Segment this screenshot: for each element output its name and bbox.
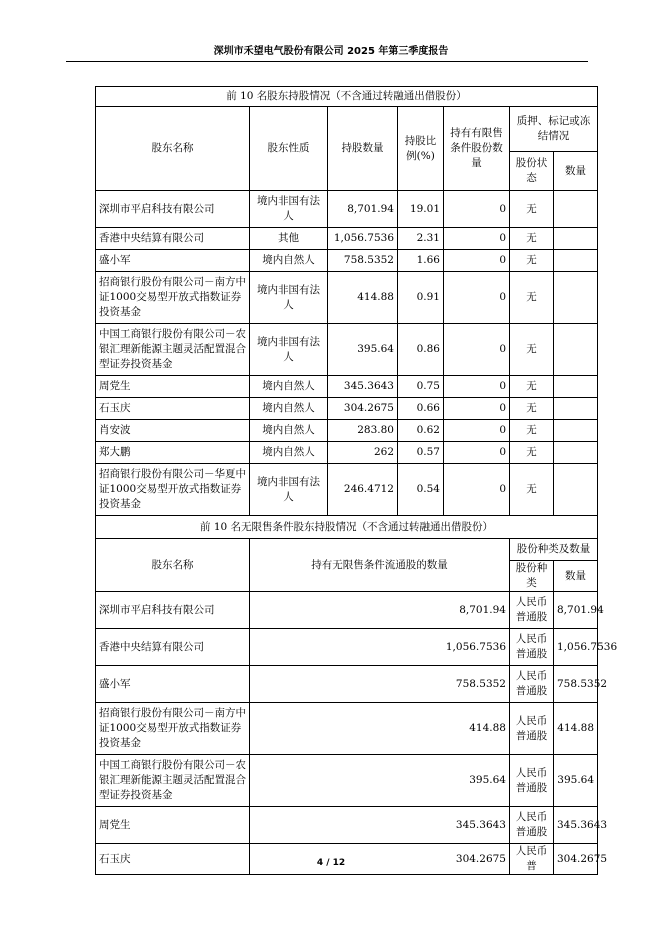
shares-held: 304.2675 (328, 398, 398, 420)
shareholder-name: 中国工商银行股份有限公司－农银汇理新能源主题灵活配置混合型证券投资基金 (96, 324, 250, 376)
share-amount: 345.3643 (554, 807, 598, 844)
shareholder-nature: 境内自然人 (250, 398, 328, 420)
pledge-qty (554, 324, 598, 376)
shareholder-name: 石玉庆 (96, 844, 250, 875)
pledge-status: 无 (510, 442, 554, 464)
table-row (96, 420, 598, 442)
pledge-qty (554, 228, 598, 250)
pledge-status: 无 (510, 464, 554, 516)
pledge-status: 无 (510, 324, 554, 376)
share-type: 人民币普通股 (510, 666, 554, 703)
unrestricted-qty: 758.5352 (250, 666, 510, 703)
shareholder-nature: 境内非国有法人 (250, 464, 328, 516)
col-header-unrestricted-qty: 持有无限售条件流通股的数量 (250, 539, 510, 592)
shareholder-name: 肖安波 (96, 420, 250, 442)
shareholder-name: 周党生 (96, 807, 250, 844)
unrestricted-qty: 395.64 (250, 755, 510, 807)
shareholder-nature: 境内非国有法人 (250, 191, 328, 228)
shares-held: 1,056.7536 (328, 228, 398, 250)
share-type: 人民币普通股 (510, 807, 554, 844)
shares-held: 262 (328, 442, 398, 464)
share-ratio: 0.75 (398, 376, 444, 398)
table-row (96, 755, 598, 807)
shareholder-name: 石玉庆 (96, 398, 250, 420)
shares-held: 345.3643 (328, 376, 398, 398)
restricted-shares: 0 (444, 398, 510, 420)
restricted-shares: 0 (444, 420, 510, 442)
pledge-status: 无 (510, 376, 554, 398)
col-header-amount: 数量 (554, 561, 598, 592)
col-header-pledge-status: 股份状态 (510, 152, 554, 191)
restricted-shares: 0 (444, 324, 510, 376)
share-amount: 8,701.94 (554, 592, 598, 629)
share-type: 人民币普通股 (510, 592, 554, 629)
pledge-qty (554, 442, 598, 464)
pledge-qty (554, 398, 598, 420)
share-type: 人民币普通股 (510, 629, 554, 666)
col-header-share-type-group: 股份种类及数量 (510, 539, 598, 561)
share-type: 人民币普通股 (510, 703, 554, 755)
share-ratio: 19.01 (398, 191, 444, 228)
table-row (96, 272, 598, 324)
shareholder-nature: 境内自然人 (250, 420, 328, 442)
pledge-qty (554, 464, 598, 516)
shareholder-nature: 其他 (250, 228, 328, 250)
col-header-share-type: 股份种类 (510, 561, 554, 592)
unrestricted-qty: 8,701.94 (250, 592, 510, 629)
share-ratio: 1.66 (398, 250, 444, 272)
col-header-name: 股东名称 (96, 539, 250, 592)
share-amount: 395.64 (554, 755, 598, 807)
restricted-shares: 0 (444, 464, 510, 516)
top10-section-title: 前 10 名股东持股情况（不含通过转融通出借股份） (96, 87, 598, 107)
shareholder-name: 招商银行股份有限公司－南方中证1000交易型开放式指数证券投资基金 (96, 703, 250, 755)
pledge-status: 无 (510, 398, 554, 420)
col-header-pledge-qty: 数量 (554, 152, 598, 191)
table-row (96, 592, 598, 629)
shareholder-nature: 境内非国有法人 (250, 324, 328, 376)
pledge-status: 无 (510, 272, 554, 324)
table-row (96, 807, 598, 844)
share-ratio: 2.31 (398, 228, 444, 250)
header-divider (66, 61, 588, 62)
unrestricted-qty: 1,056.7536 (250, 629, 510, 666)
unrestricted-qty: 414.88 (250, 703, 510, 755)
col-header-pledge: 质押、标记或冻结情况 (510, 107, 598, 152)
pledge-qty (554, 376, 598, 398)
shares-held: 414.88 (328, 272, 398, 324)
shareholder-table (95, 86, 618, 875)
pledge-qty (554, 272, 598, 324)
table-row (96, 629, 598, 666)
table-row (96, 703, 598, 755)
pledge-status: 无 (510, 191, 554, 228)
pledge-qty (554, 191, 598, 228)
restricted-shares: 0 (444, 191, 510, 228)
restricted-shares: 0 (444, 442, 510, 464)
table-row (96, 442, 598, 464)
shareholder-nature: 境内自然人 (250, 376, 328, 398)
col-header-restricted: 持有有限售条件股份数量 (444, 107, 510, 191)
table-row (96, 191, 598, 228)
unrestricted-qty: 345.3643 (250, 807, 510, 844)
share-type: 人民币普 (510, 844, 554, 875)
restricted-shares: 0 (444, 376, 510, 398)
restricted-shares: 0 (444, 250, 510, 272)
share-ratio: 0.57 (398, 442, 444, 464)
pledge-status: 无 (510, 420, 554, 442)
shareholder-name: 招商银行股份有限公司－南方中证1000交易型开放式指数证券投资基金 (96, 272, 250, 324)
table-row (96, 250, 598, 272)
shareholder-nature: 境内自然人 (250, 442, 328, 464)
restricted-shares: 0 (444, 272, 510, 324)
share-amount: 758.5352 (554, 666, 598, 703)
table-row (96, 228, 598, 250)
table-row (96, 666, 598, 703)
shareholder-name: 香港中央结算有限公司 (96, 228, 250, 250)
top10-title-row (96, 87, 598, 107)
shares-held: 283.80 (328, 420, 398, 442)
shares-held: 395.64 (328, 324, 398, 376)
unrestricted-qty: 304.2675 (250, 844, 510, 875)
shareholder-name: 周党生 (96, 376, 250, 398)
pledge-status: 无 (510, 228, 554, 250)
table-row (96, 324, 598, 376)
col-header-name: 股东名称 (96, 107, 250, 191)
share-ratio: 0.62 (398, 420, 444, 442)
top10-header-row (96, 107, 598, 152)
share-ratio: 0.66 (398, 398, 444, 420)
unrestricted-header-row (96, 539, 598, 561)
share-amount: 414.88 (554, 703, 598, 755)
share-amount: 1,056.7536 (554, 629, 598, 666)
shareholder-name: 郑大鹏 (96, 442, 250, 464)
share-ratio: 0.54 (398, 464, 444, 516)
shares-held: 246.4712 (328, 464, 398, 516)
report-header: 深圳市禾望电气股份有限公司 2025 年第三季度报告 (213, 46, 449, 57)
shareholder-nature: 境内自然人 (250, 250, 328, 272)
col-header-shares: 持股数量 (328, 107, 398, 191)
shareholder-nature: 境内非国有法人 (250, 272, 328, 324)
table-row (96, 464, 598, 516)
shareholder-name: 中国工商银行股份有限公司－农银汇理新能源主题灵活配置混合型证券投资基金 (96, 755, 250, 807)
table-row (96, 398, 598, 420)
shares-held: 758.5352 (328, 250, 398, 272)
shareholder-name: 盛小军 (96, 666, 250, 703)
share-ratio: 0.86 (398, 324, 444, 376)
shareholder-name: 深圳市平启科技有限公司 (96, 191, 250, 228)
pledge-qty (554, 420, 598, 442)
col-header-ratio: 持股比例(%) (398, 107, 444, 191)
col-header-nature: 股东性质 (250, 107, 328, 191)
table-row (96, 376, 598, 398)
pledge-qty (554, 250, 598, 272)
unrestricted-section-title: 前 10 名无限售条件股东持股情况（不含通过转融通出借股份） (96, 516, 598, 539)
shares-held: 8,701.94 (328, 191, 398, 228)
restricted-shares: 0 (444, 228, 510, 250)
share-type: 人民币普通股 (510, 755, 554, 807)
shareholder-name: 招商银行股份有限公司－华夏中证1000交易型开放式指数证券投资基金 (96, 464, 250, 516)
share-ratio: 0.91 (398, 272, 444, 324)
shareholder-name: 深圳市平启科技有限公司 (96, 592, 250, 629)
shareholder-name: 盛小军 (96, 250, 250, 272)
unrestricted-title-row (96, 516, 598, 539)
pledge-status: 无 (510, 250, 554, 272)
shareholder-name: 香港中央结算有限公司 (96, 629, 250, 666)
page-number: 4 / 12 (316, 858, 346, 868)
share-amount: 304.2675 (554, 844, 598, 875)
